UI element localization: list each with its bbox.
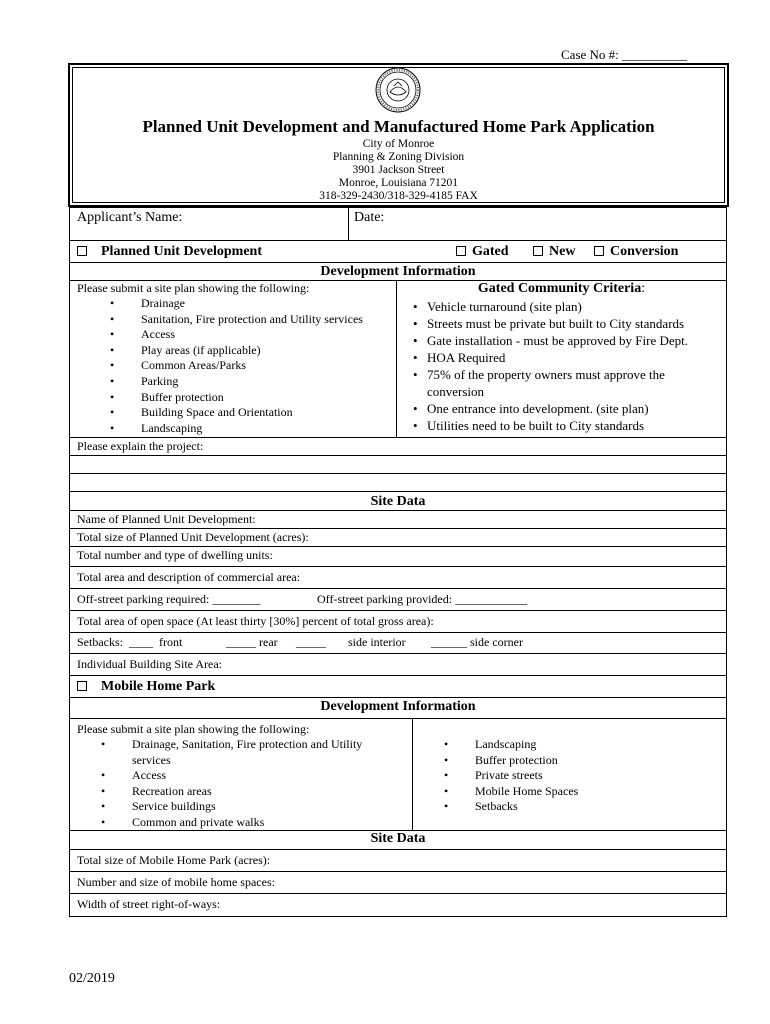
divider xyxy=(69,240,727,241)
gated-option[interactable] xyxy=(456,244,509,260)
mhp-site-plan-intro: Please submit a site plan showing the following: xyxy=(77,722,310,736)
list-item: • One entrance into development. (site plan) xyxy=(427,400,719,417)
list-item: • Buffer protection xyxy=(141,390,363,406)
list-item: • Setbacks xyxy=(475,799,578,815)
commercial-area-field[interactable]: Total area and description of commercial area: xyxy=(77,570,301,584)
gated-criteria-list xyxy=(427,298,719,434)
divider xyxy=(69,566,727,567)
gated-criteria-title: Gated Community Criteria: xyxy=(477,281,646,296)
divider xyxy=(69,262,727,263)
explain-project-label[interactable]: Please explain the project: xyxy=(77,439,204,453)
pud-site-data-title: Site Data xyxy=(370,494,426,509)
date-label[interactable]: Date: xyxy=(354,210,385,225)
divider xyxy=(396,280,397,437)
divider xyxy=(348,207,349,240)
new-label: New xyxy=(549,244,576,259)
org-line-1: City of Monroe xyxy=(362,138,435,150)
divider xyxy=(69,528,727,529)
mhp-right-list xyxy=(475,737,578,815)
org-line-5: 318-329-2430/318-329-4185 FAX xyxy=(319,190,478,202)
new-checkbox[interactable] xyxy=(533,246,543,256)
form-title: Planned Unit Development and Manufactured Home Park Application xyxy=(142,117,655,136)
list-item: • Drainage, Sanitation, Fire protection and Utility services xyxy=(132,737,397,768)
list-item: • Landscaping xyxy=(475,737,578,753)
gated-label: Gated xyxy=(472,244,509,259)
pud-name-field[interactable]: Name of Planned Unit Development: xyxy=(77,512,256,526)
open-space-field[interactable]: Total area of open space (At least thirty [30%] percent of total gross area): xyxy=(77,614,434,628)
divider xyxy=(69,473,727,474)
gated-checkbox[interactable] xyxy=(456,246,466,256)
list-item: • Mobile Home Spaces xyxy=(475,784,578,800)
list-item: • Common Areas/Parks xyxy=(141,358,363,374)
mhp-checkbox-row[interactable] xyxy=(77,679,215,695)
divider xyxy=(69,588,727,589)
pud-checkbox-row[interactable] xyxy=(77,244,262,260)
list-item: • Recreation areas xyxy=(132,784,397,800)
list-item: • Landscaping xyxy=(141,421,363,437)
pud-dwelling-units-field[interactable]: Total number and type of dwelling units: xyxy=(77,548,273,562)
mhp-heading: Mobile Home Park xyxy=(101,679,216,694)
new-option[interactable] xyxy=(533,244,575,260)
divider xyxy=(69,632,727,633)
divider xyxy=(69,718,727,719)
conversion-option[interactable] xyxy=(594,244,678,260)
setbacks-rear-field[interactable]: _____ rear xyxy=(226,635,278,649)
list-item: • Drainage xyxy=(141,296,363,312)
list-item: • Gate installation - must be approved by Fire Dept. xyxy=(427,332,719,349)
setbacks-side-interior-label: side interior xyxy=(348,635,406,649)
divider xyxy=(69,510,727,511)
list-item: • 75% of the property owners must approve the conversion xyxy=(427,366,719,400)
list-item: • Buffer protection xyxy=(475,753,578,769)
case-number: Case No #: __________ xyxy=(561,47,688,62)
mhp-spaces-field[interactable]: Number and size of mobile home spaces: xyxy=(77,875,275,889)
divider xyxy=(69,893,727,894)
list-item: • Private streets xyxy=(475,768,578,784)
conversion-label: Conversion xyxy=(610,244,679,259)
conversion-checkbox[interactable] xyxy=(594,246,604,256)
list-item: • Sanitation, Fire protection and Utility services xyxy=(141,312,363,328)
list-item: • Utilities need to be built to City standards xyxy=(427,417,719,434)
mhp-checkbox[interactable] xyxy=(77,681,87,691)
divider xyxy=(69,437,727,438)
pud-checkbox[interactable] xyxy=(77,246,87,256)
org-line-3: 3901 Jackson Street xyxy=(352,164,445,176)
setbacks-front-field[interactable]: Setbacks: ____ front xyxy=(77,635,183,649)
divider xyxy=(69,697,727,698)
divider xyxy=(69,546,727,547)
divider xyxy=(69,491,727,492)
list-item: • Service buildings xyxy=(132,799,397,815)
list-item: • Vehicle turnaround (site plan) xyxy=(427,298,719,315)
applicant-name-label[interactable]: Applicant’s Name: xyxy=(77,210,183,225)
divider xyxy=(69,610,727,611)
list-item: • Streets must be private but built to City standards xyxy=(427,315,719,332)
mhp-street-width-field[interactable]: Width of street right-of-ways: xyxy=(77,897,221,911)
pud-dev-info-title: Development Information xyxy=(320,264,476,279)
list-item: • Common and private walks xyxy=(132,815,397,831)
mhp-total-size-field[interactable]: Total size of Mobile Home Park (acres): xyxy=(77,853,271,867)
org-line-2: Planning & Zoning Division xyxy=(332,151,465,163)
list-item: • Access xyxy=(141,327,363,343)
pud-total-size-field[interactable]: Total size of Planned Unit Development (acres): xyxy=(77,530,309,544)
parking-provided-field[interactable]: Off-street parking provided: ____________ xyxy=(317,592,528,606)
pud-heading: Planned Unit Development xyxy=(101,244,262,259)
list-item: • Building Space and Orientation xyxy=(141,405,363,421)
setbacks-side-corner-field[interactable]: ______ side corner xyxy=(431,635,523,649)
list-item: • Play areas (if applicable) xyxy=(141,343,363,359)
setbacks-side-interior-blank[interactable]: _____ xyxy=(296,635,326,649)
mhp-site-data-title: Site Data xyxy=(370,831,426,846)
city-seal-logo xyxy=(374,66,422,114)
building-site-area-field[interactable]: Individual Building Site Area: xyxy=(77,657,222,671)
org-line-4: Monroe, Louisiana 71201 xyxy=(338,177,459,189)
divider xyxy=(69,675,727,676)
mhp-dev-info-title: Development Information xyxy=(320,699,476,714)
divider xyxy=(412,718,413,830)
list-item: • Parking xyxy=(141,374,363,390)
divider xyxy=(69,871,727,872)
list-item: • Access xyxy=(132,768,397,784)
parking-required-field[interactable]: Off-street parking required: ________ xyxy=(77,592,261,606)
divider xyxy=(69,653,727,654)
pud-site-plan-list xyxy=(141,296,363,436)
footer-date: 02/2019 xyxy=(69,971,115,986)
divider xyxy=(69,849,727,850)
mhp-left-list xyxy=(132,737,397,831)
divider xyxy=(69,455,727,456)
list-item: • HOA Required xyxy=(427,349,719,366)
pud-site-plan-intro: Please submit a site plan showing the following: xyxy=(77,281,310,295)
